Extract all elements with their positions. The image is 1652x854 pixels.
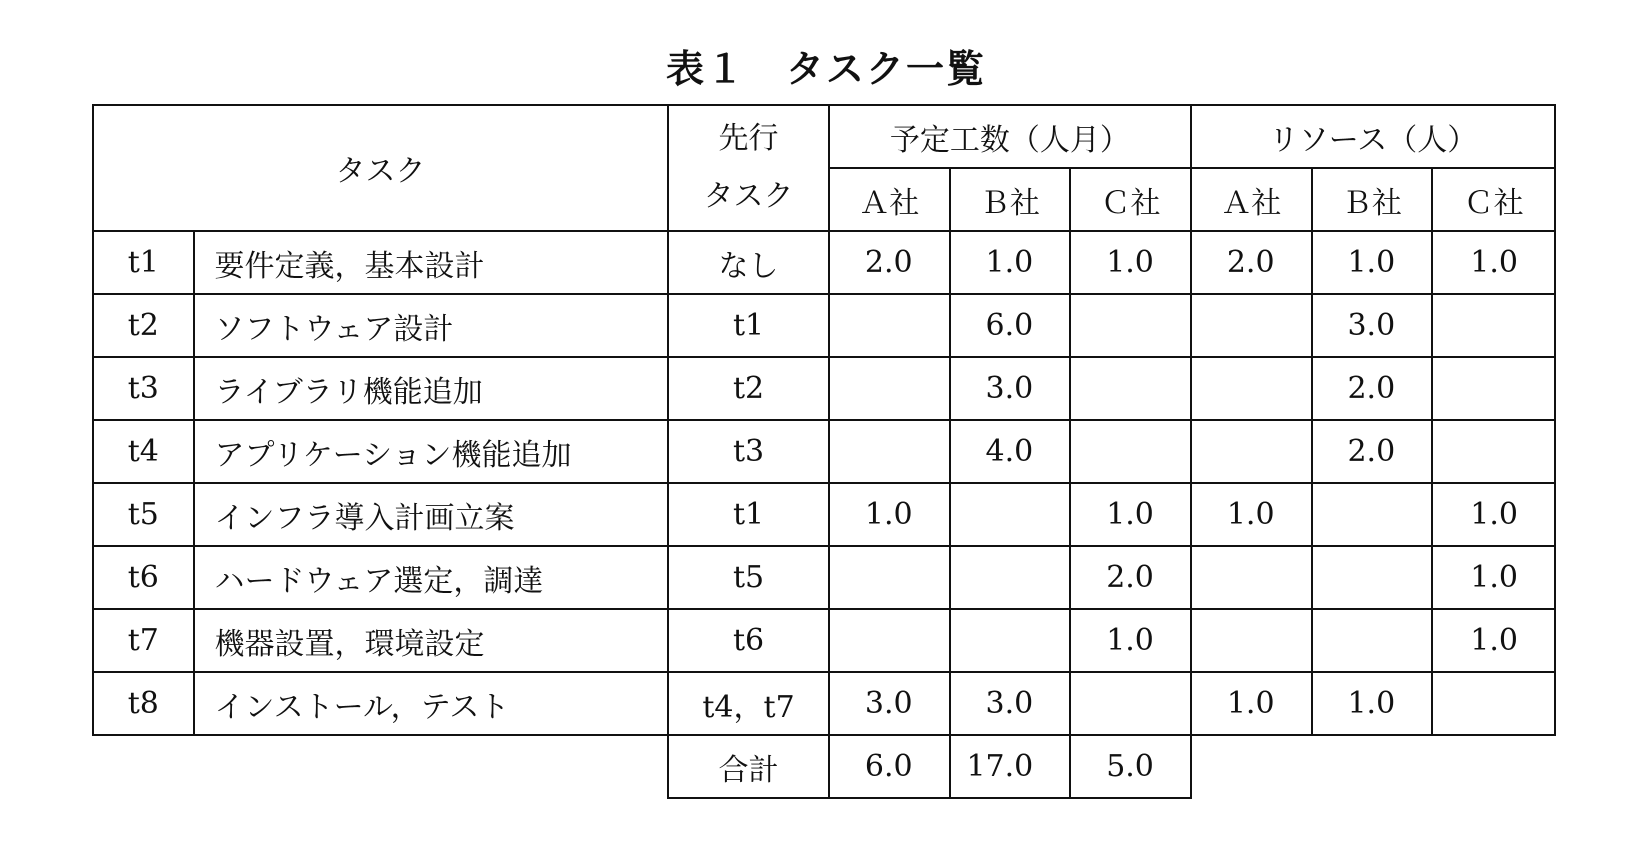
- resource-cell: [1432, 420, 1555, 483]
- header-effort-company-a: Ａ社: [829, 168, 950, 231]
- predecessor-cell: なし: [668, 231, 829, 294]
- resource-cell: [1312, 609, 1433, 672]
- predecessor-cell: t5: [668, 546, 829, 609]
- effort-cell: 1.0: [1070, 483, 1191, 546]
- task-name-cell: アプリケーション機能追加: [194, 420, 669, 483]
- header-effort-group: 予定工数（人月）: [829, 105, 1191, 168]
- effort-cell: [829, 420, 950, 483]
- table-row: [93, 483, 1555, 546]
- resource-cell: [1432, 672, 1555, 735]
- predecessor-cell: t1: [668, 483, 829, 546]
- effort-cell: [1070, 672, 1191, 735]
- table-row: [93, 294, 1555, 357]
- task-name-cell: 機器設置，環境設定: [194, 609, 669, 672]
- effort-cell: [1070, 420, 1191, 483]
- task-name-cell: ソフトウェア設計: [194, 294, 669, 357]
- resource-cell: [1191, 294, 1312, 357]
- table-row: [93, 357, 1555, 420]
- predecessor-cell: t2: [668, 357, 829, 420]
- table-row: [93, 609, 1555, 672]
- task-name-cell: ハードウェア選定，調達: [194, 546, 669, 609]
- resource-cell: [1191, 357, 1312, 420]
- effort-cell: 3.0: [950, 357, 1071, 420]
- task-id-cell: t4: [93, 420, 194, 483]
- total-effort-cell: 6.0: [829, 735, 950, 798]
- task-name-cell: 要件定義，基本設計: [194, 231, 669, 294]
- effort-cell: 2.0: [1070, 546, 1191, 609]
- total-row-blank-right: [1191, 735, 1555, 798]
- total-label-cell: 合計: [668, 735, 829, 798]
- resource-cell: [1312, 483, 1433, 546]
- header-resource-company-c: Ｃ社: [1432, 168, 1555, 231]
- effort-cell: 2.0: [829, 231, 950, 294]
- table-row: [93, 546, 1555, 609]
- effort-cell: [829, 294, 950, 357]
- effort-cell: 1.0: [950, 231, 1071, 294]
- resource-cell: [1191, 609, 1312, 672]
- task-id-cell: t8: [93, 672, 194, 735]
- task-id-cell: t7: [93, 609, 194, 672]
- effort-cell: [829, 546, 950, 609]
- total-effort-cell: 17.0: [950, 735, 1071, 798]
- effort-cell: 1.0: [829, 483, 950, 546]
- resource-cell: 1.0: [1191, 483, 1312, 546]
- total-row: [93, 735, 1555, 798]
- resource-cell: [1432, 357, 1555, 420]
- total-row-blank-left: [93, 735, 668, 798]
- total-effort-cell: 5.0: [1070, 735, 1191, 798]
- table-row: [93, 672, 1555, 735]
- resource-cell: [1312, 546, 1433, 609]
- task-name-cell: インストール，テスト: [194, 672, 669, 735]
- header-resource-company-b: Ｂ社: [1312, 168, 1433, 231]
- predecessor-cell: t1: [668, 294, 829, 357]
- table-row: [93, 231, 1555, 294]
- resource-cell: [1191, 546, 1312, 609]
- table-title: 表１ タスク一覧: [665, 47, 986, 91]
- effort-cell: 6.0: [950, 294, 1071, 357]
- task-name-cell: ライブラリ機能追加: [194, 357, 669, 420]
- resource-cell: 1.0: [1312, 672, 1433, 735]
- effort-cell: 3.0: [829, 672, 950, 735]
- resource-cell: 2.0: [1312, 420, 1433, 483]
- effort-cell: 3.0: [950, 672, 1071, 735]
- predecessor-cell: t3: [668, 420, 829, 483]
- resource-cell: [1191, 420, 1312, 483]
- effort-cell: [950, 609, 1071, 672]
- task-table: [92, 104, 1556, 799]
- task-name-cell: インフラ導入計画立案: [194, 483, 669, 546]
- resource-cell: 1.0: [1432, 609, 1555, 672]
- task-id-cell: t3: [93, 357, 194, 420]
- effort-cell: [829, 357, 950, 420]
- header-task: タスク: [93, 105, 668, 231]
- header-effort-company-b: Ｂ社: [950, 168, 1071, 231]
- effort-cell: 4.0: [950, 420, 1071, 483]
- task-id-cell: t6: [93, 546, 194, 609]
- task-id-cell: t5: [93, 483, 194, 546]
- resource-cell: [1432, 294, 1555, 357]
- effort-cell: [829, 609, 950, 672]
- effort-cell: [1070, 357, 1191, 420]
- resource-cell: 2.0: [1312, 357, 1433, 420]
- resource-cell: 3.0: [1312, 294, 1433, 357]
- effort-cell: 1.0: [1070, 231, 1191, 294]
- resource-cell: 1.0: [1191, 672, 1312, 735]
- header-resource-company-a: Ａ社: [1191, 168, 1312, 231]
- resource-cell: 1.0: [1432, 483, 1555, 546]
- resource-cell: 2.0: [1191, 231, 1312, 294]
- header-predecessor-line2: タスク: [703, 179, 794, 214]
- header-row-1: [93, 105, 1555, 168]
- effort-cell: [950, 546, 1071, 609]
- table-row: [93, 420, 1555, 483]
- header-predecessor-line1: 先行: [718, 121, 779, 156]
- predecessor-cell: t6: [668, 609, 829, 672]
- task-id-cell: t1: [93, 231, 194, 294]
- effort-cell: 1.0: [1070, 609, 1191, 672]
- header-effort-company-c: Ｃ社: [1070, 168, 1191, 231]
- task-id-cell: t2: [93, 294, 194, 357]
- resource-cell: 1.0: [1432, 546, 1555, 609]
- resource-cell: 1.0: [1432, 231, 1555, 294]
- effort-cell: [1070, 294, 1191, 357]
- predecessor-cell: t4，t7: [668, 672, 829, 735]
- effort-cell: [950, 483, 1071, 546]
- header-predecessor: [668, 105, 829, 231]
- resource-cell: 1.0: [1312, 231, 1433, 294]
- header-resource-group: リソース（人）: [1191, 105, 1555, 168]
